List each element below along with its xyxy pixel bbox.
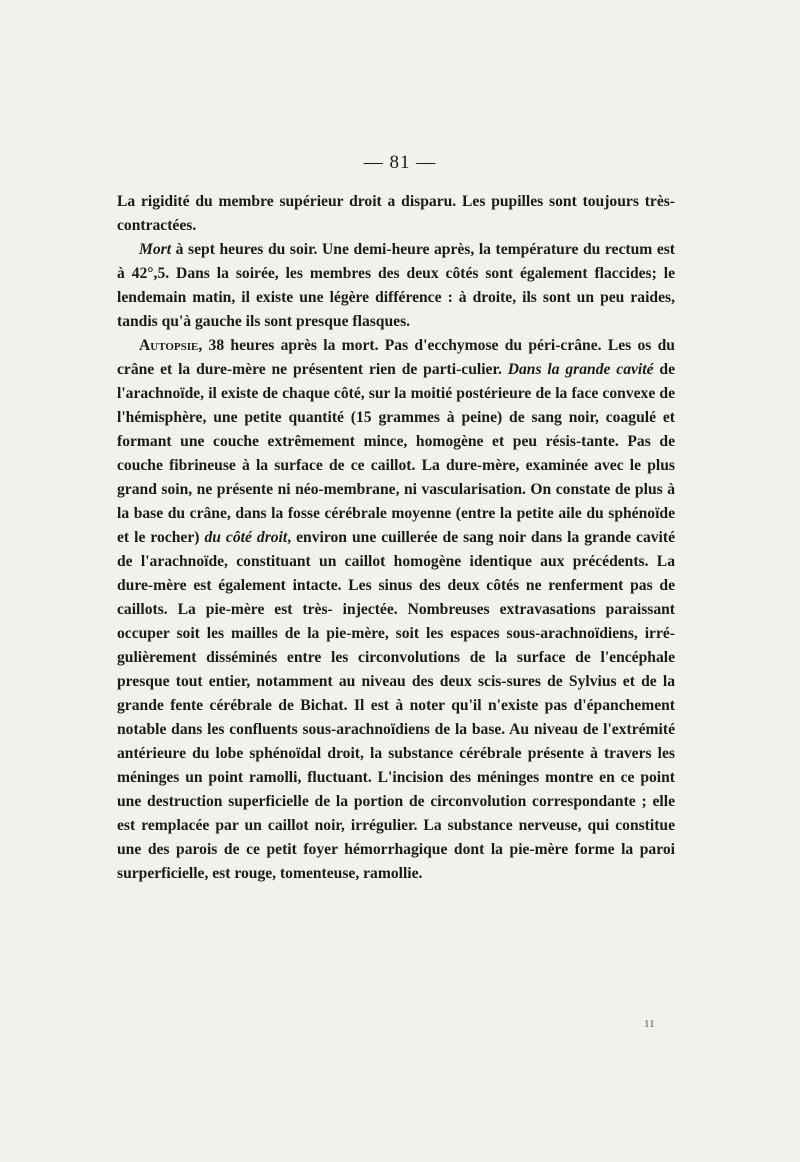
paragraph-3-lead: Autopsie <box>139 337 199 354</box>
body-text <box>117 190 675 886</box>
paragraph-2-text: à sept heures du soir. Une demi-heure après, la température du rectum est à 42°,5. Dans la soirée, les membres des deux côtés sont également flaccides; le lendemain matin, il existe une légère différence : à droite, ils sont un peu raides, tandis qu'à gauche ils sont presque flasques. <box>117 241 675 330</box>
signature-mark: 11 <box>644 1018 655 1030</box>
paragraph-3-emphasis-1: Dans la grande cavité <box>507 361 654 378</box>
paragraph-2 <box>117 238 675 334</box>
paragraph-3-text-2: de l'arachnoïde, il existe de chaque côté, sur la moitié postérieure de la face convexe de l'hémisphère, une petite quantité (15 grammes à peine) de sang noir, coagulé et formant une couche extrêmement mince, homogène et peu résis-tante. Pas de couche fibrineuse à la surface de ce caillot. La dure-mère, examinée avec le plus grand soin, ne présente ni néo-membrane, ni vascularisation. On constate de plus à la base du crâne, dans la fosse cérébrale moyenne (entre la petite aile du sphénoïde et le rocher) <box>117 361 675 546</box>
paragraph-3-text-3: , environ une cuillerée de sang noir dans la grande cavité de l'arachnoïde, constituant un caillot homogène identique aux précédents. La dure-mère est également intacte. Les sinus des deux côtés ne renferment pas de caillots. La pie-mère est très- injectée. Nombreuses extravasations paraissant occuper soit les mailles de la pie-mère, soit les espaces sous-arachnoïdiens, irré-gulièrement disséminés entre les circonvolutions de la surface de l'encéphale presque tout entier, notamment au niveau des deux scis-sures de Sylvius et de la grande fente cérébrale de Bichat. Il est à noter qu'il n'existe pas d'épanchement notable dans les confluents sous-arachnoïdiens de la base. Au niveau de l'extrémité antérieure du lobe sphénoïdal droit, la substance cérébrale présente à travers les méninges un point ramolli, fluctuant. L'incision des méninges montre en ce point une destruction superficielle de la portion de circonvolution correspondante ; elle est remplacée par un caillot noir, irrégulier. La substance nerveuse, qui constitue une des parois de ce petit foyer hémorrhagique dont la pie-mère forme la paroi surperficielle, est rouge, tomenteuse, ramollie. <box>117 529 675 882</box>
paragraph-3 <box>117 334 675 886</box>
paragraph-3-text-1: , 38 heures après la mort. Pas d'ecchymose du péri-crâne. Les os du crâne et la dure-mère ne présentent rien de parti-culier. <box>117 337 675 378</box>
paragraph-2-lead: Mort <box>139 241 172 258</box>
page-number: — 81 — <box>363 152 437 173</box>
paragraph-3-emphasis-2: du côté droit <box>204 529 288 546</box>
paragraph-1-text: La rigidité du membre supérieur droit a disparu. Les pupilles sont toujours très-contractées. <box>117 193 675 234</box>
paragraph-1 <box>117 190 675 238</box>
